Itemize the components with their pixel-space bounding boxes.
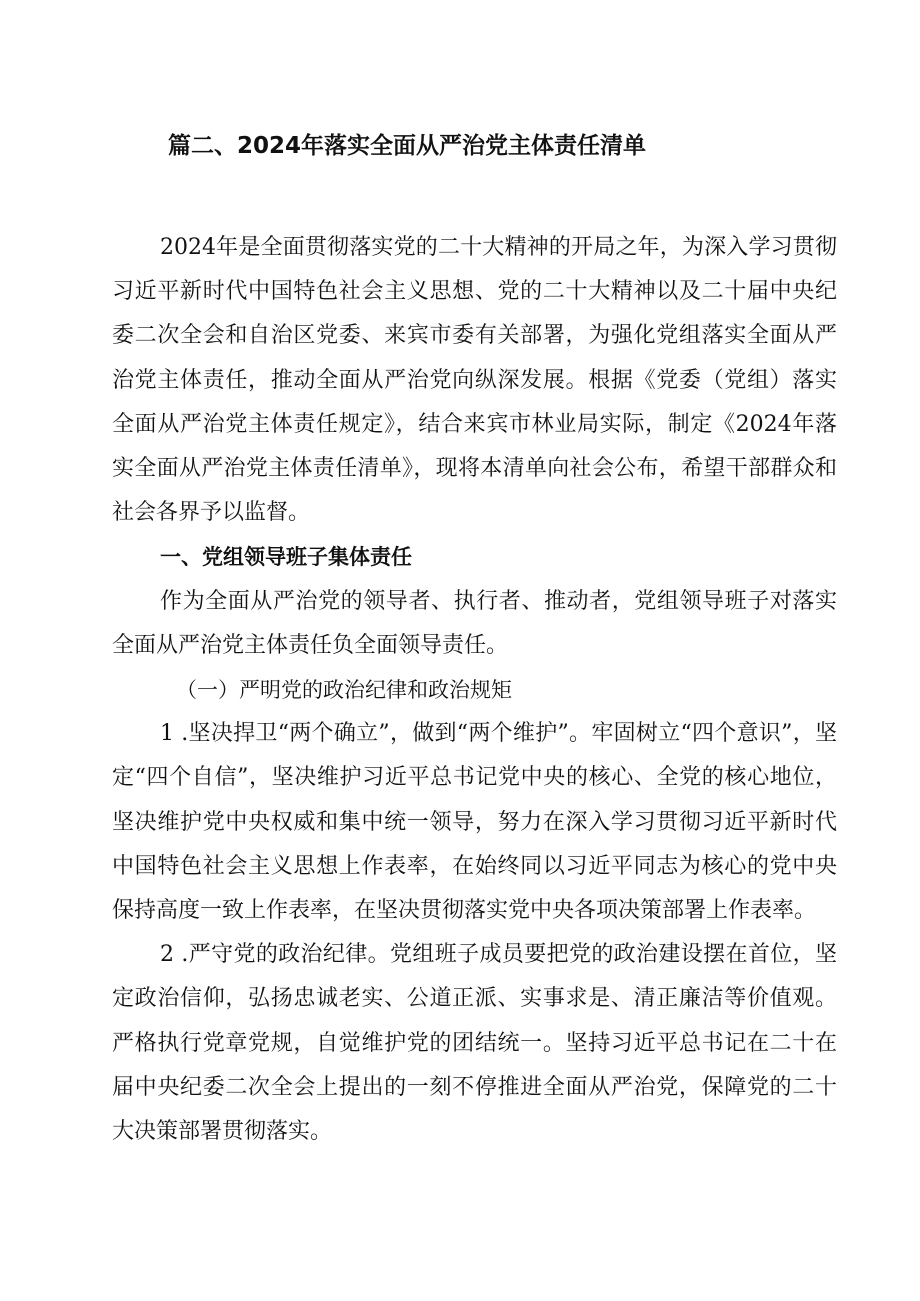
intro-paragraph: 2024年是全面贯彻落实党的二十大精神的开局之年，为深入学习贯彻习近平新时代中国特色社会主义思想、党的二十大精神以及二十届中央纪委二次全会和自治区党委、来宾市委有关部署，为强化党组落实全面从严治党主体责任，推动全面从严治党向纵深发展。根据《党委（党组）落实全面从严治党主体责任规定》，结合来宾市林业局实际，制定《2024年落实全面从严治党主体责任清单》，现将本清单向社会公布，希望干部群众和社会各界予以监督。 — [112, 235, 837, 526]
document-body — [112, 226, 837, 1154]
subsection-heading: （一）严明党的政治纪律和政治规矩 — [176, 678, 512, 703]
item-paragraph-2: 2 .严守党的政治纪律。党组班子成员要把党的政治建设摆在首位，坚定政治信仰，弘扬忠诚老实、公道正派、实事求是、清正廉洁等价值观。严格执行党章党规，自觉维护党的团结统一。坚持习近平总书记在二十在届中央纪委二次全会上提出的一刻不停推进全面从严治党，保障党的二十大决策部署贯彻落实。 — [112, 942, 837, 1145]
document-title: 篇二、2024年落实全面从严治党主体责任清单 — [168, 133, 647, 159]
section-paragraph: 作为全面从严治党的领导者、执行者、推动者，党组领导班子对落实全面从严治党主体责任负全面领导责任。 — [112, 588, 837, 658]
section-heading: 一、党组领导班子集体责任 — [160, 545, 412, 570]
item-paragraph-1: 1 .坚决捍卫“两个确立”，做到“两个维护”。牢固树立“四个意识”，坚定“四个自信”，坚决维护习近平总书记党中央的核心、全党的核心地位，坚决维护党中央权威和集中统一领导，努力在深入学习贯彻习近平新时代中国特色社会主义思想上作表率，在始终同以习近平同志为核心的党中央保持高度一致上作表率，在坚决贯彻落实党中央各项决策部署上作表率。 — [112, 721, 837, 924]
